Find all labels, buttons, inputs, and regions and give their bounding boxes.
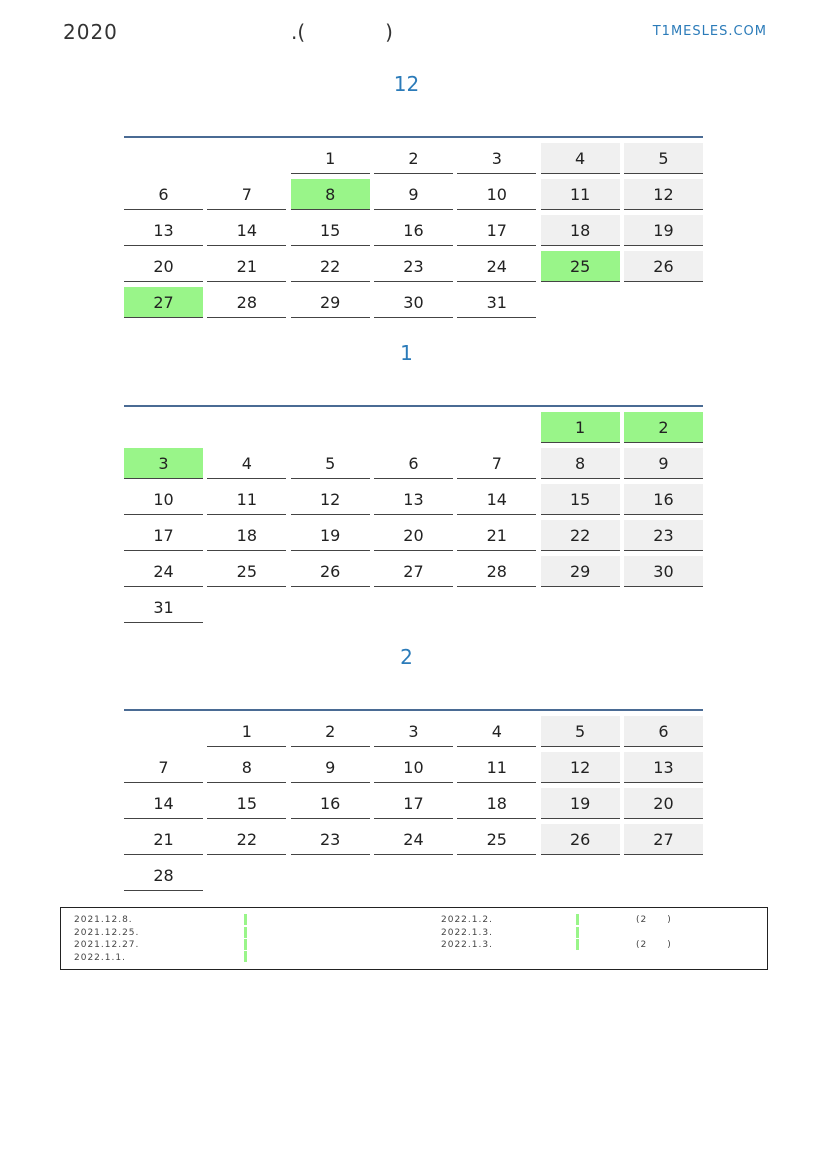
calendar-day: 27 bbox=[374, 556, 453, 587]
calendar-day: 7 bbox=[207, 179, 286, 210]
calendar-empty-cell bbox=[457, 412, 536, 443]
calendar-day: 13 bbox=[124, 215, 203, 246]
calendar-day: 3 bbox=[374, 716, 453, 747]
calendar-day: 27 bbox=[624, 824, 703, 855]
calendar-day: 17 bbox=[124, 520, 203, 551]
legend-mark bbox=[576, 939, 579, 950]
calendar-day: 26 bbox=[291, 556, 370, 587]
calendar-january bbox=[124, 405, 703, 623]
calendar-day: 22 bbox=[541, 520, 620, 551]
legend-date: 2022.1.1. bbox=[74, 952, 126, 963]
calendar-day: 8 bbox=[541, 448, 620, 479]
calendar-day: 24 bbox=[124, 556, 203, 587]
calendar-day: 11 bbox=[541, 179, 620, 210]
calendar-day: 9 bbox=[374, 179, 453, 210]
calendar-day: 30 bbox=[624, 556, 703, 587]
calendar-day: 20 bbox=[374, 520, 453, 551]
legend-date: 2021.12.25. bbox=[74, 927, 140, 938]
calendar-day: 19 bbox=[291, 520, 370, 551]
calendar-day: 17 bbox=[457, 215, 536, 246]
calendar-day: 29 bbox=[291, 287, 370, 318]
calendar-february bbox=[124, 709, 703, 891]
calendar-day: 5 bbox=[291, 448, 370, 479]
calendar-day: 18 bbox=[207, 520, 286, 551]
calendar-day: 12 bbox=[291, 484, 370, 515]
calendar-day: 19 bbox=[624, 215, 703, 246]
month-title-february: 2 bbox=[400, 645, 413, 669]
header-year: 2020 bbox=[63, 20, 118, 44]
calendar-day: 20 bbox=[624, 788, 703, 819]
calendar-day: 1 bbox=[291, 143, 370, 174]
calendar-day: 24 bbox=[457, 251, 536, 282]
calendar-day: 15 bbox=[291, 215, 370, 246]
calendar-day: 6 bbox=[624, 716, 703, 747]
legend-mark bbox=[576, 914, 579, 925]
legend-date: 2022.1.3. bbox=[441, 940, 493, 950]
calendar-day: 1 bbox=[541, 412, 620, 443]
calendar-day: 2 bbox=[624, 412, 703, 443]
calendar-day: 23 bbox=[374, 251, 453, 282]
calendar-day: 28 bbox=[207, 287, 286, 318]
calendar-day: 18 bbox=[457, 788, 536, 819]
calendar-day: 23 bbox=[624, 520, 703, 551]
calendar-day: 16 bbox=[624, 484, 703, 515]
calendar-day: 8 bbox=[291, 179, 370, 210]
calendar-empty-cell bbox=[374, 412, 453, 443]
calendar-day: 2 bbox=[291, 716, 370, 747]
calendar-day: 11 bbox=[457, 752, 536, 783]
calendar-day: 14 bbox=[457, 484, 536, 515]
legend-date: 2022.1.3. bbox=[441, 927, 493, 938]
legend-mark bbox=[244, 939, 247, 950]
calendar-day: 26 bbox=[541, 824, 620, 855]
calendar-empty-cell bbox=[124, 412, 203, 443]
calendar-day: 22 bbox=[291, 251, 370, 282]
calendar-empty-cell bbox=[124, 143, 203, 174]
calendar-empty-cell bbox=[207, 143, 286, 174]
calendar-day: 22 bbox=[207, 824, 286, 855]
calendar-day: 30 bbox=[374, 287, 453, 318]
calendar-day: 6 bbox=[124, 179, 203, 210]
calendar-day: 9 bbox=[291, 752, 370, 783]
calendar-empty-cell bbox=[124, 716, 203, 747]
calendar-day: 10 bbox=[124, 484, 203, 515]
calendar-day: 27 bbox=[124, 287, 203, 318]
calendar-day: 3 bbox=[457, 143, 536, 174]
calendar-day: 17 bbox=[374, 788, 453, 819]
month-title-january: 1 bbox=[400, 341, 413, 365]
calendar-day: 31 bbox=[124, 592, 203, 623]
calendar-day: 14 bbox=[124, 788, 203, 819]
calendar-day: 31 bbox=[457, 287, 536, 318]
calendar-day: 9 bbox=[624, 448, 703, 479]
calendar-empty-cell bbox=[207, 412, 286, 443]
legend-date: 2021.12.27. bbox=[74, 940, 140, 950]
calendar-day: 4 bbox=[457, 716, 536, 747]
calendar-day: 12 bbox=[541, 752, 620, 783]
legend-mark bbox=[244, 951, 247, 962]
calendar-day: 25 bbox=[541, 251, 620, 282]
calendar-day: 20 bbox=[124, 251, 203, 282]
calendar-day: 26 bbox=[624, 251, 703, 282]
site-link[interactable]: T1MESLES.COM bbox=[652, 24, 767, 39]
calendar-day: 4 bbox=[207, 448, 286, 479]
calendar-day: 5 bbox=[624, 143, 703, 174]
calendar-day: 15 bbox=[541, 484, 620, 515]
calendar-empty-cell bbox=[291, 412, 370, 443]
calendar-day: 23 bbox=[291, 824, 370, 855]
calendar-day: 24 bbox=[374, 824, 453, 855]
holiday-legend bbox=[60, 907, 768, 970]
calendar-day: 6 bbox=[374, 448, 453, 479]
calendar-day: 28 bbox=[457, 556, 536, 587]
calendar-day: 18 bbox=[541, 215, 620, 246]
calendar-day: 21 bbox=[207, 251, 286, 282]
calendar-day: 4 bbox=[541, 143, 620, 174]
legend-mark bbox=[244, 914, 247, 925]
legend-mark bbox=[244, 927, 247, 938]
calendar-day: 7 bbox=[457, 448, 536, 479]
legend-note: (2 ) bbox=[636, 915, 672, 925]
calendar-day: 16 bbox=[291, 788, 370, 819]
calendar-day: 19 bbox=[541, 788, 620, 819]
calendar-day: 10 bbox=[374, 752, 453, 783]
calendar-day: 28 bbox=[124, 860, 203, 891]
header-title bbox=[291, 20, 393, 44]
calendar-day: 12 bbox=[624, 179, 703, 210]
legend-date: 2021.12.8. bbox=[74, 915, 133, 925]
calendar-day: 3 bbox=[124, 448, 203, 479]
calendar-day: 25 bbox=[207, 556, 286, 587]
calendar-day: 13 bbox=[624, 752, 703, 783]
calendar-day: 21 bbox=[457, 520, 536, 551]
calendar-day: 1 bbox=[207, 716, 286, 747]
calendar-december bbox=[124, 136, 703, 318]
calendar-day: 21 bbox=[124, 824, 203, 855]
legend-mark bbox=[576, 927, 579, 938]
header-title-open: .( bbox=[291, 20, 306, 44]
legend-note: (2 ) bbox=[636, 940, 672, 950]
calendar-day: 16 bbox=[374, 215, 453, 246]
calendar-day: 25 bbox=[457, 824, 536, 855]
calendar-day: 11 bbox=[207, 484, 286, 515]
calendar-day: 13 bbox=[374, 484, 453, 515]
calendar-day: 8 bbox=[207, 752, 286, 783]
legend-date: 2022.1.2. bbox=[441, 915, 493, 925]
header-title-close: ) bbox=[385, 20, 393, 44]
calendar-day: 7 bbox=[124, 752, 203, 783]
calendar-day: 10 bbox=[457, 179, 536, 210]
calendar-day: 5 bbox=[541, 716, 620, 747]
calendar-day: 15 bbox=[207, 788, 286, 819]
month-title-december: 12 bbox=[393, 72, 420, 96]
calendar-day: 29 bbox=[541, 556, 620, 587]
calendar-day: 14 bbox=[207, 215, 286, 246]
calendar-day: 2 bbox=[374, 143, 453, 174]
